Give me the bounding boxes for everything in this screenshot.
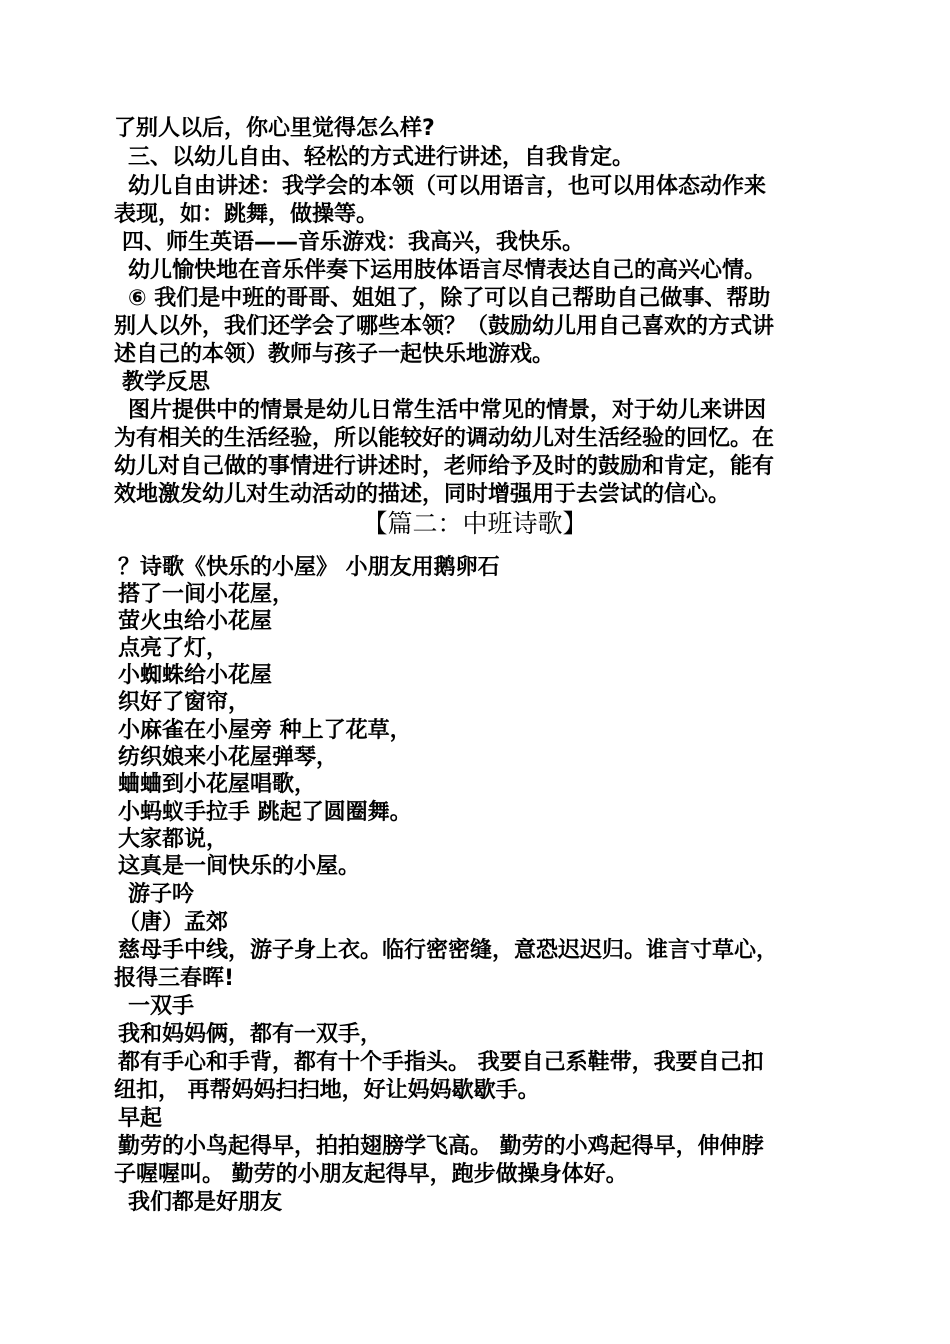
text-line: 三、以幼儿自由、轻松的方式进行讲述，自我肯定。 [128,145,635,170]
text-line: 小蜘蛛给小花屋 [118,663,273,688]
text-line: 了别人以后，你心里觉得怎么样? [114,116,435,141]
text-line: 四、师生英语——音乐游戏：我高兴，我快乐。 [122,230,585,255]
text-line: 点亮了灯， [118,636,229,661]
section-heading: 【篇二：中班诗歌】 [362,509,588,538]
text-line: 纽扣， 再帮妈妈扫扫地，好让妈妈歇歇手。 [114,1078,540,1103]
text-line: 早起 [118,1106,163,1131]
text-line: 幼儿对自己做的事情进行讲述时，老师给予及时的鼓励和肯定，能有 [114,454,775,479]
text-line: 大家都说， [118,827,229,852]
text-line: 纺织娘来小花屋弹琴， [118,745,339,770]
text-line: 一双手 [128,994,195,1019]
text-line: 搭了一间小花屋， [118,582,295,607]
text-line: 慈母手中线，游子身上衣。临行密密缝，意恐迟迟归。谁言寸草心， [118,938,779,963]
text-line: 为有相关的生活经验，所以能较好的调动幼儿对生活经验的回忆。在 [114,426,775,451]
text-line: 教学反思 [122,370,211,395]
text-line: 效地激发幼儿对生动活动的描述，同时增强用于去尝试的信心。 [114,482,731,507]
text-line: 我和妈妈俩，都有一双手， [118,1022,383,1047]
text-line: 萤火虫给小花屋 [118,609,273,634]
text-line: 图片提供中的情景是幼儿日常生活中常见的情景，对于幼儿来讲因 [128,398,767,423]
text-line: 别人以外，我们还学会了哪些本领？（鼓励幼儿用自己喜欢的方式讲 [114,314,775,339]
text-line: ⑥ 我们是中班的哥哥、姐姐了，除了可以自己帮助自己做事、帮助 [128,286,771,311]
text-line: 报得三春晖! [114,966,235,991]
text-line: 游子吟 [128,882,195,907]
text-line: 表现，如：跳舞，做操等。 [114,202,379,227]
text-line: 小蚂蚁手拉手 跳起了圆圈舞。 [118,800,412,825]
text-line: 小麻雀在小屋旁 种上了花草， [118,718,412,743]
text-line: 子喔喔叫。 勤劳的小朋友起得早，跑步做操身体好。 [114,1162,628,1187]
text-line: 勤劳的小鸟起得早，拍拍翅膀学飞高。 勤劳的小鸡起得早，伸伸脖 [118,1134,764,1159]
text-line: 述自己的本领）教师与孩子一起快乐地游戏。 [114,342,555,367]
text-line: 织好了窗帘， [118,690,251,715]
text-line: 这真是一间快乐的小屋。 [118,854,361,879]
text-line: （唐）孟郊 [118,910,229,935]
text-line: 都有手心和手背，都有十个手指头。 我要自己系鞋带，我要自己扣 [118,1050,764,1075]
text-line: 我们都是好朋友 [128,1190,283,1215]
text-line: 蛐蛐到小花屋唱歌， [118,772,317,797]
text-line: 幼儿愉快地在音乐伴奏下运用肢体语言尽情表达自己的高兴心情。 [128,258,767,283]
text-line: ？诗歌《快乐的小屋》 小朋友用鹅卵石 [118,555,500,580]
text-line: 幼儿自由讲述：我学会的本领（可以用语言，也可以用体态动作来 [128,174,767,199]
